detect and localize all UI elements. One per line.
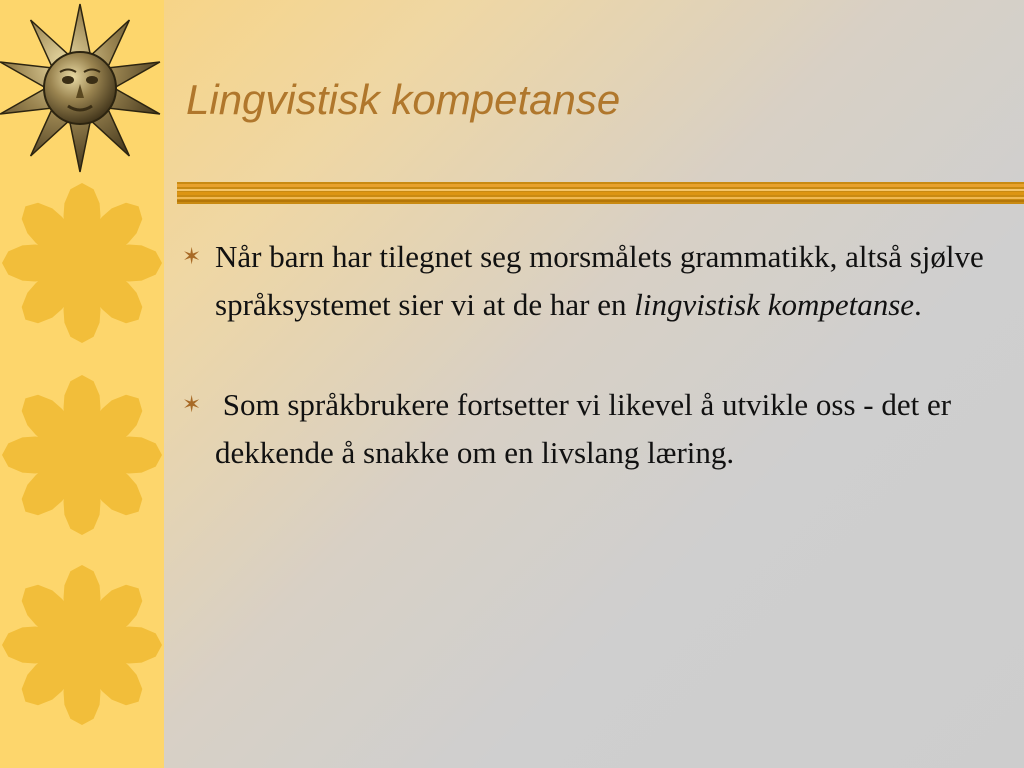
slide-title: Lingvistisk kompetanse [186,76,621,123]
bullet-item [182,381,1012,477]
title-divider [177,182,1024,204]
sun-icon [0,178,164,348]
bullet-text: Når barn har tilegnet seg morsmålets grammatikk, altså sjølve språksystemet sier vi at de har en lingvistisk kompetanse. [215,239,984,322]
bullet-text: Som språkbrukere fortsetter vi likevel å utvikle oss - det er dekkende å snakke om en livslang læring. [215,387,959,470]
bullet-item [182,233,1012,329]
sun-shape [2,565,162,725]
bullet-list [182,233,1012,477]
face-sun-icon [0,0,164,175]
bullet-star-icon: ✶ [182,244,202,269]
sun-shape [2,183,162,343]
emphasis-term: lingvistisk kompetanse [634,287,915,322]
sun-icon [0,560,164,730]
sun-icon [0,370,164,540]
sun-shape [2,375,162,535]
bullet-star-icon: ✶ [182,392,202,417]
